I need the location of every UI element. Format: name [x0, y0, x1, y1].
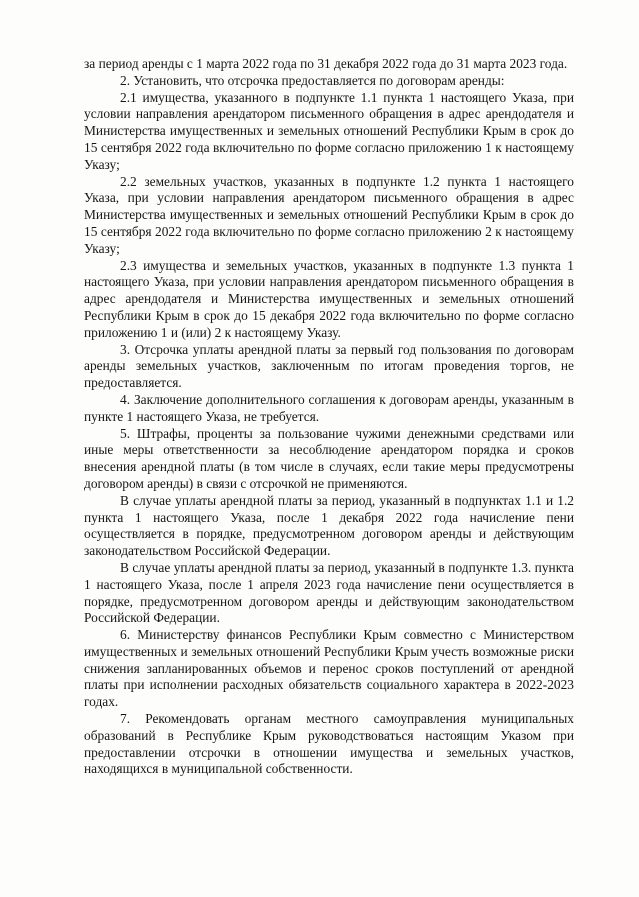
paragraph-5-penalty-1: В случае уплаты арендной платы за период, указанный в подпунктах 1.1 и 1.2 пункта 1 настоящего Указа, после 1 декабря 2022 года начисление пени осуществляется в порядке, предусмотренном договором аренды и действующим законодательством Российской Федерации. — [84, 492, 574, 559]
paragraph-lease-period: за период аренды с 1 марта 2022 года по 31 декабря 2022 года до 31 марта 2023 года. — [84, 56, 568, 71]
paragraph-2: 2. Установить, что отсрочка предоставляется по договорам аренды: — [120, 72, 505, 88]
paragraph-7: 7. Рекомендовать органам местного самоуправления муниципальных образований в Республике Крым руководствоваться настоящим Указом при предоставлении отсрочки в отношении имущества и земельных участков, находящихся в муниципальной собственности. — [84, 711, 574, 777]
paragraph-6: 6. Министерству финансов Республики Крым совместно с Министерством имущественных и земельных отношений Республики Крым учесть возможные риски снижения запланированных объемов и перенос сроков поступлений от арендной платы при исполнении расходных обязательств социального характера в 2022-2023 годах. — [84, 627, 574, 710]
paragraph-4: 4. Заключение дополнительного соглашения к договорам аренды, указанным в пункте 1 настоящего Указа, не требуется. — [84, 391, 574, 424]
paragraph-3: 3. Отсрочка уплаты арендной платы за первый год пользования по договорам аренды земельных участков, заключенным по итогам проведения торгов, не предоставляется. — [84, 341, 574, 391]
paragraph-2-1: 2.1 имущества, указанного в подпункте 1.1 пункта 1 настоящего Указа, при условии направления арендатором письменного обращения в адрес арендодателя и Министерства имущественных и земельных отношений Республики Крым в срок до 15 сентября 2022 года включительно по форме согласно приложению 1 к настоящему Указу; — [84, 89, 574, 172]
document-body — [84, 56, 574, 778]
paragraph-5: 5. Штрафы, проценты за пользование чужими денежными средствами или иные меры ответственности за несоблюдение арендатором порядка и сроков внесения арендной платы (в том числе в случаях, если такие меры предусмотрены договором аренды) в связи с отсрочкой не применяются. — [84, 425, 574, 491]
paragraph-2-2: 2.2 земельных участков, указанных в подпункте 1.2 пункта 1 настоящего Указа, при условии направления арендатором письменного обращения в адрес Министерства имущественных и земельных отношений Республики Крым в срок до 15 сентября 2022 года включительно по форме согласно приложению 2 к настоящему Указу; — [84, 173, 574, 256]
paragraph-5-penalty-2: В случае уплаты арендной платы за период, указанный в подпункте 1.3. пункта 1 настоящего Указа, после 1 апреля 2023 года начисление пени осуществляется в порядке, предусмотренном договором аренды и действующим законодательством Российской Федерации. — [84, 559, 574, 626]
paragraph-2-3: 2.3 имущества и земельных участков, указанных в подпункте 1.3 пункта 1 настоящего Указа, при условии направления арендатором письменного обращения в адрес арендодателя и Министерства имущественных и земельных отношений Республики Крым в срок до 15 декабря 2022 года включительно по форме согласно приложению 1 и (или) 2 к настоящему Указу. — [84, 257, 574, 340]
